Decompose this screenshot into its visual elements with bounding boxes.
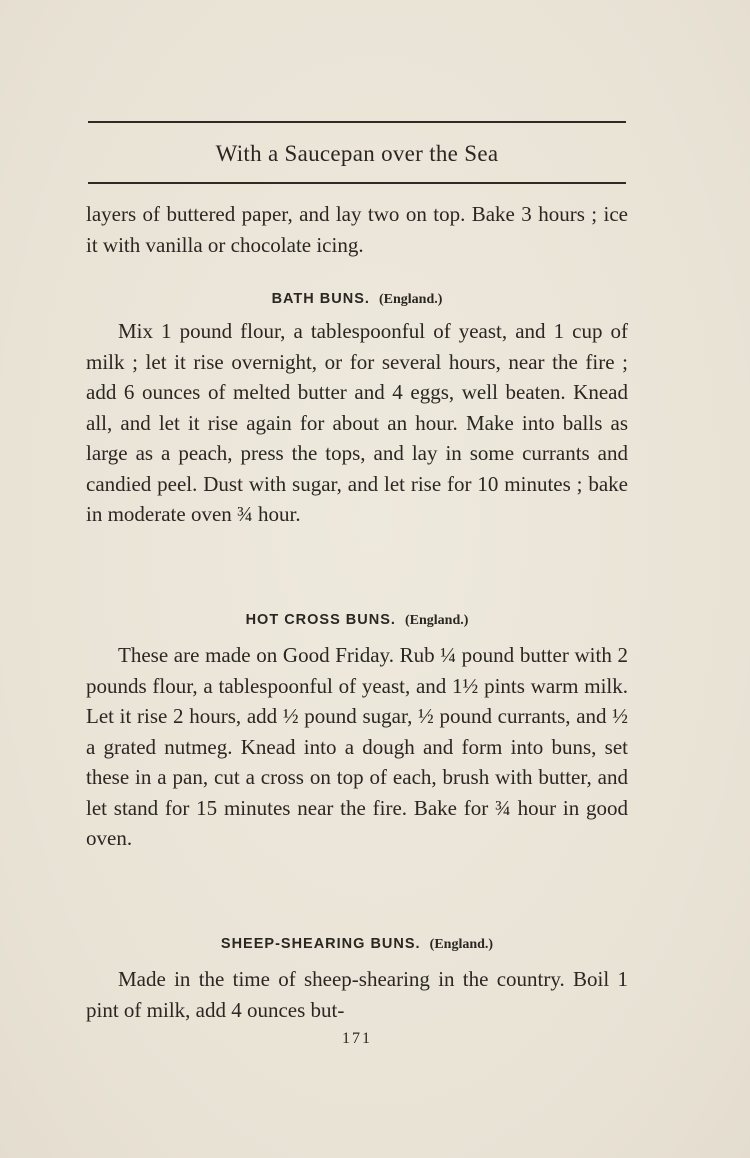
header-rule-bottom <box>88 182 626 184</box>
header-rule-top <box>88 121 626 123</box>
recipe-title-hot-cross-buns <box>86 607 628 633</box>
recipe-text-bath-buns: Mix 1 pound flour, a tablespoonful of yeast, and 1 cup of milk ; let it rise overnight, or for several hours, near the fire ; add 6 ounces of melted butter and 4 eggs, well beaten. Knead all, and let it rise again for about an hour. Make into balls as large as a peach, press the tops, and lay in some currants and candied peel. Dust with sugar, and let rise for 10 minutes ; bake in moderate oven ¾ hour. <box>86 319 628 526</box>
recipe-origin: (England.) <box>405 613 469 628</box>
recipe-title-sheep-shearing-buns <box>86 931 628 957</box>
running-title: With a Saucepan over the Sea <box>215 141 499 166</box>
page-number: 171 <box>342 1030 372 1047</box>
recipe-title-bath-buns <box>86 286 628 312</box>
recipe-text-sheep-shearing-buns: Made in the time of sheep-shearing in the country. Boil 1 pint of milk, add 4 ounces but- <box>86 967 628 1022</box>
recipe-text-hot-cross-buns: These are made on Good Friday. Rub ¼ pound butter with 2 pounds flour, a tablespoonful of yeast, and 1½ pints warm milk. Let it rise 2 hours, add ½ pound sugar, ½ pound currants, and ½ a grated nutmeg. Knead into a dough and form into buns, set these in a pan, cut a cross on top of each, brush with butter, and let stand for 15 minutes near the fire. Bake for ¾ hour in good oven. <box>86 643 628 850</box>
recipe-origin: (England.) <box>379 292 443 307</box>
recipe-name: SHEEP-SHEARING BUNS. <box>220 936 421 952</box>
continuation-paragraph: layers of buttered paper, and lay two on top. Bake 3 hours ; ice it with vanilla or chocolate icing. <box>86 202 628 257</box>
recipe-name: HOT CROSS BUNS. <box>245 612 396 628</box>
recipe-name: BATH BUNS. <box>271 291 370 307</box>
recipe-origin: (England.) <box>429 937 494 952</box>
